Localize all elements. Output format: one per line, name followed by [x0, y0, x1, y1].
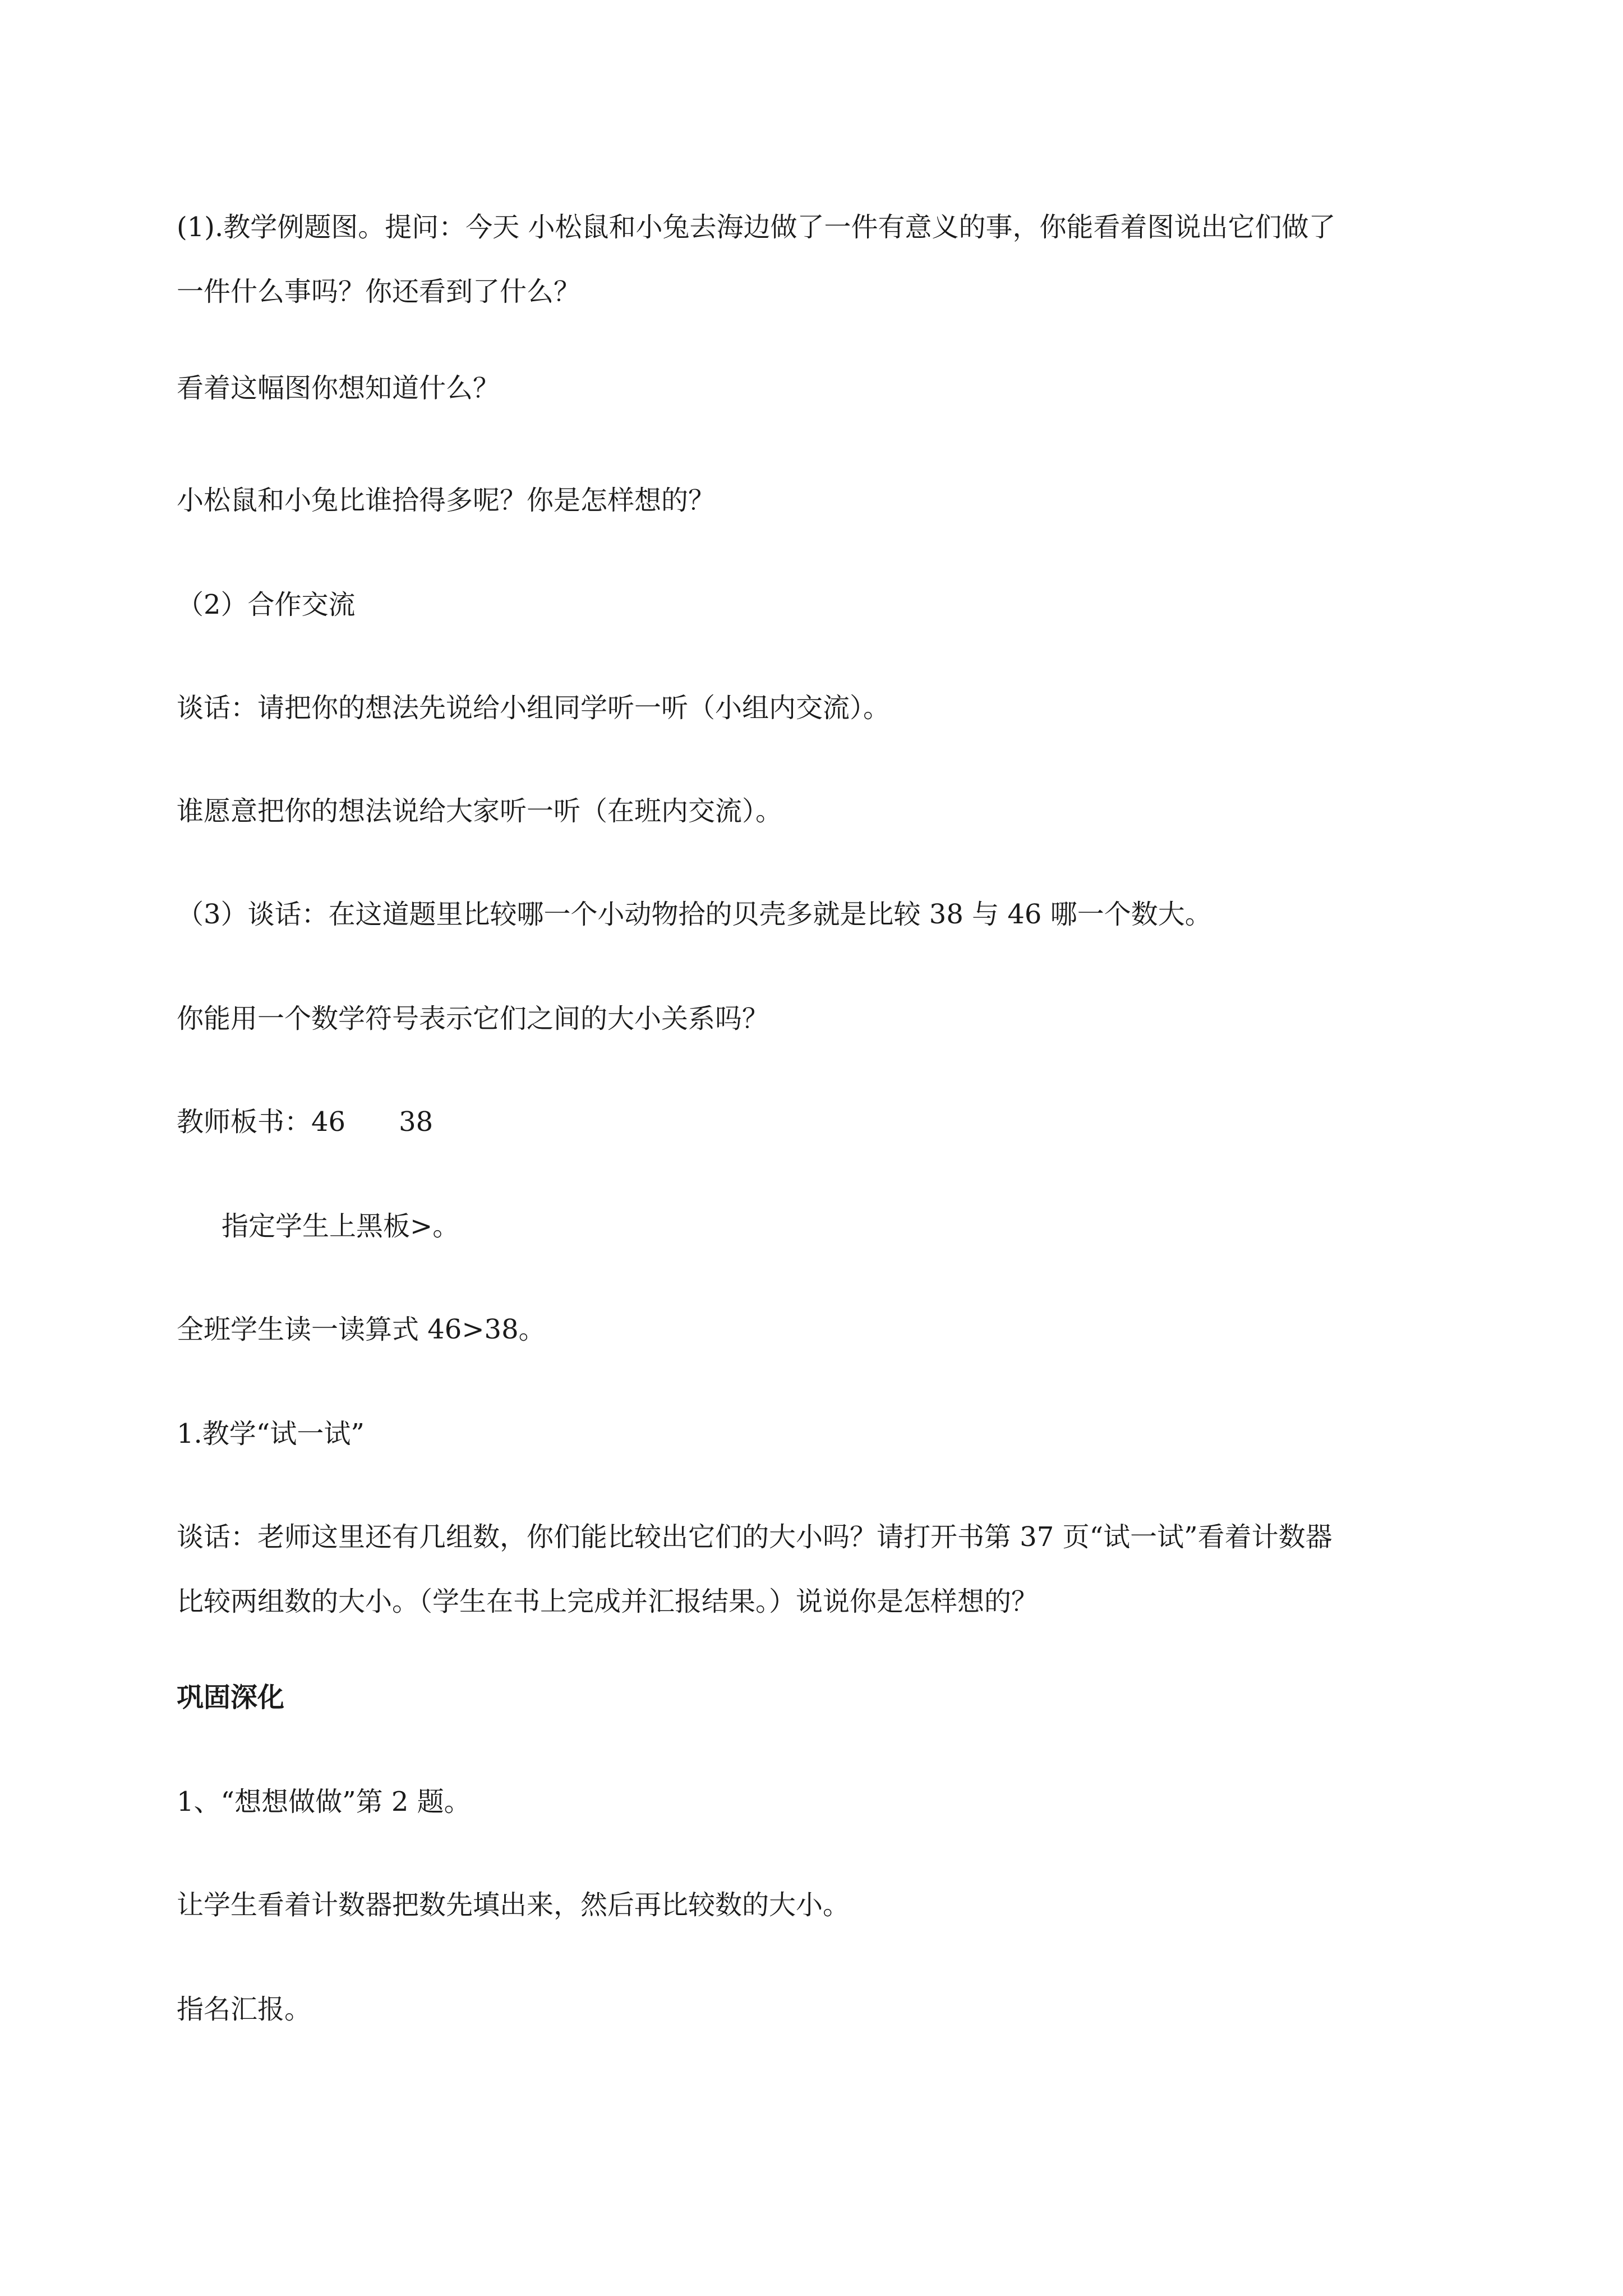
board-right-number: 38 — [399, 1106, 434, 1138]
paragraph-compare-38-46: （3）谈话：在这道题里比较哪一个小动物拾的贝壳多就是比较 38 与 46 哪一个数大。 — [177, 899, 1212, 930]
paragraph-example-question: (1).教学例题图。提问：今天 小松鼠和小兔去海边做了一件有意义的事，你能看着图说出它们做了 — [177, 211, 1336, 243]
paragraph-example-question-cont: 一件什么事吗？你还看到了什么？ — [177, 276, 581, 307]
paragraph-fill-numbers: 让学生看着计数器把数先填出来，然后再比较数的大小。 — [177, 1889, 850, 1921]
paragraph-math-symbol: 你能用一个数学符号表示它们之间的大小关系吗？ — [177, 1003, 769, 1034]
paragraph-exercise-2: 1、“想想做做”第 2 题。 — [177, 1786, 471, 1818]
board-label: 教师板书：46 — [177, 1106, 346, 1138]
paragraph-what-to-know: 看着这幅图你想知道什么？ — [177, 372, 500, 404]
paragraph-cooperate: （2）合作交流 — [177, 589, 356, 620]
paragraph-read-formula: 全班学生读一读算式 46>38。 — [177, 1314, 546, 1345]
paragraph-report: 指名汇报。 — [177, 1994, 312, 2025]
paragraph-group-talk: 谈话：请把你的想法先说给小组同学听一听（小组内交流）。 — [177, 692, 891, 724]
paragraph-try-talk-cont: 比较两组数的大小。（学生在书上完成并汇报结果。）说说你是怎样想的？ — [177, 1586, 1039, 1617]
section-heading-consolidate: 巩固深化 — [177, 1682, 285, 1713]
paragraph-try-heading: 1.教学“试一试” — [177, 1418, 365, 1450]
paragraph-board-writing — [177, 1105, 433, 1139]
paragraph-try-talk: 谈话：老师这里还有几组数，你们能比较出它们的大小吗？请打开书第 37 页“试一试”看着计数器 — [177, 1521, 1332, 1553]
paragraph-class-talk: 谁愿意把你的想法说给大家听一听（在班内交流）。 — [177, 795, 783, 827]
paragraph-student-board: 指定学生上黑板>。 — [222, 1211, 460, 1242]
paragraph-who-picked-more: 小松鼠和小兔比谁拾得多呢？你是怎样想的？ — [177, 485, 716, 516]
